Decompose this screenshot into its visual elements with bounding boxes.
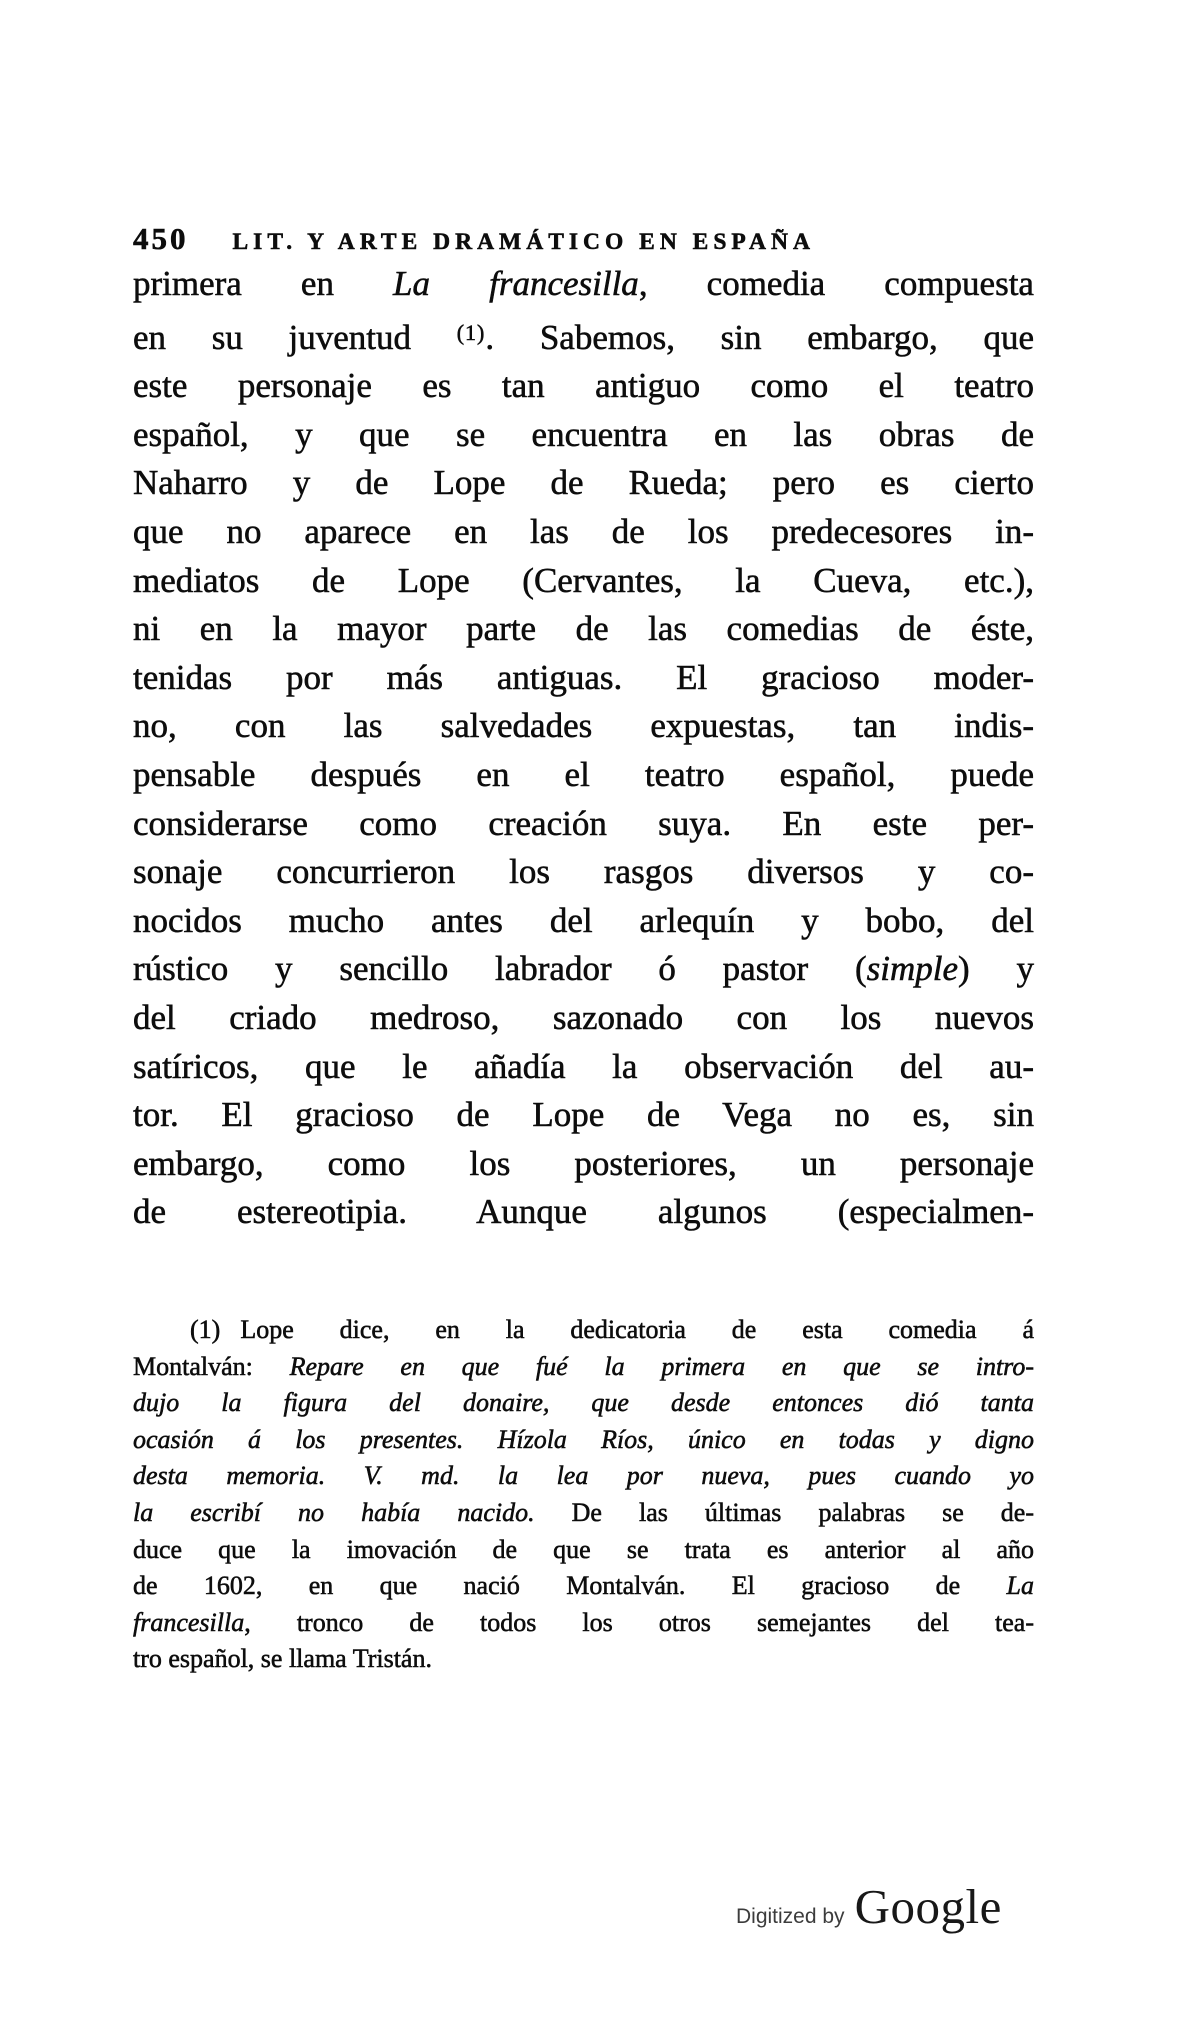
footnote-reference: (1) [456, 319, 486, 345]
page-header [133, 221, 815, 257]
body-line [133, 945, 1034, 994]
body-line [133, 1091, 1034, 1140]
text-segment: desta memoria. V. md. la lea por nueva, pues cuando yo [133, 1461, 1034, 1491]
footnote-line [133, 1385, 1034, 1422]
text-segment: . Sabemos, sin embargo, que [485, 317, 1035, 357]
text-segment: , comedia compuesta [638, 264, 1034, 303]
text-segment: tro español, se llama Tristán. [133, 1644, 432, 1674]
text-segment: Lope dice, en la dedicatoria de esta comedia á [240, 1315, 1034, 1344]
text-segment: francesilla [133, 1607, 245, 1637]
body-line [133, 411, 1034, 460]
footnote-line [133, 1422, 1034, 1459]
body-line [133, 362, 1034, 411]
footnote-line [133, 1568, 1034, 1605]
text-segment: considerarse como creación suya. En este per- [133, 803, 1034, 843]
body-line [133, 751, 1034, 800]
body-line [133, 1043, 1034, 1092]
text-segment: que no aparece en las de los predecesores in- [133, 511, 1034, 551]
body-line [133, 1140, 1034, 1189]
text-segment: en su juventud [133, 317, 457, 357]
body-text [133, 260, 1034, 1237]
text-segment: satíricos, que le añadía la observación del au- [133, 1046, 1034, 1086]
footnote-line [133, 1312, 1034, 1349]
footnote-line [133, 1532, 1034, 1569]
text-segment: primera en [133, 264, 394, 303]
body-line [133, 459, 1034, 508]
body-line [133, 702, 1034, 751]
text-segment: la escribí no había nacido. [133, 1497, 535, 1527]
body-line [133, 508, 1034, 557]
text-segment: ni en la mayor parte de las comedias de éste, [133, 609, 1034, 649]
text-segment: este personaje es tan antiguo como el teatro [133, 366, 1034, 406]
text-segment: Montalván: [133, 1351, 290, 1381]
body-line [133, 654, 1034, 703]
running-title: LIT. Y ARTE DRAMÁTICO EN ESPAÑA [232, 229, 815, 255]
text-segment: sonaje concurrieron los rasgos diversos y co- [133, 852, 1034, 892]
text-segment: simple [866, 949, 959, 989]
body-line [133, 260, 1034, 309]
text-segment: embargo, como los posteriores, un personaje [133, 1143, 1034, 1183]
text-segment: de 1602, en que nació Montalván. El gracioso de [133, 1571, 1007, 1601]
text-segment: , tronco de todos los otros semejantes del tea- [244, 1607, 1034, 1637]
text-segment: rústico y sencillo labrador ó pastor ( [133, 949, 867, 989]
text-segment: Repare en que fué la primera en que se intro- [289, 1351, 1034, 1381]
footnote-line [133, 1641, 1034, 1678]
text-segment: dujo la figura del donaire, que desde entonces dió tanta [133, 1388, 1034, 1418]
text-segment: no, con las salvedades expuestas, tan indis- [133, 706, 1034, 746]
google-logo: Google [854, 1879, 1002, 1934]
text-segment: nocidos mucho antes del arlequín y bobo, del [133, 900, 1034, 940]
text-segment: Naharro y de Lope de Rueda; pero es cierto [133, 463, 1034, 503]
digitized-by-label: Digitized by [736, 1905, 845, 1928]
text-segment: La francesilla [393, 264, 639, 303]
text-segment: ocasión á los presentes. Hízola Ríos, único en todas y digno [133, 1424, 1034, 1454]
text-segment: La [1006, 1571, 1034, 1601]
text-segment: ) y [958, 949, 1034, 989]
text-segment: del criado medroso, sazonado con los nuevos [133, 997, 1034, 1037]
body-line [133, 994, 1034, 1043]
text-segment: (1) [190, 1315, 221, 1344]
text-segment: De las últimas palabras se de- [534, 1497, 1034, 1527]
body-line [133, 309, 1034, 363]
body-line [133, 557, 1034, 606]
text-segment: de estereotipia. Aunque algunos (especialmen- [133, 1192, 1034, 1232]
body-line [133, 605, 1034, 654]
body-line [133, 897, 1034, 946]
footnote-line [133, 1349, 1034, 1386]
google-watermark [736, 1878, 1002, 1935]
footnote-line [133, 1458, 1034, 1495]
footnote-line [133, 1605, 1034, 1642]
body-line [133, 1188, 1034, 1237]
text-segment: tenidas por más antiguas. El gracioso moder- [133, 657, 1034, 697]
text-segment: mediatos de Lope (Cervantes, la Cueva, etc.), [133, 560, 1034, 600]
text-segment: tor. El gracioso de Lope de Vega no es, sin [133, 1095, 1034, 1135]
text-segment: pensable después en el teatro español, puede [133, 754, 1034, 794]
body-line [133, 800, 1034, 849]
footnote [133, 1312, 1034, 1678]
text-segment: español, y que se encuentra en las obras de [133, 414, 1034, 454]
footnote-line [133, 1495, 1034, 1532]
body-line [133, 848, 1034, 897]
text-segment: duce que la imovación de que se trata es anterior al año [133, 1534, 1034, 1564]
page-number: 450 [133, 221, 189, 256]
